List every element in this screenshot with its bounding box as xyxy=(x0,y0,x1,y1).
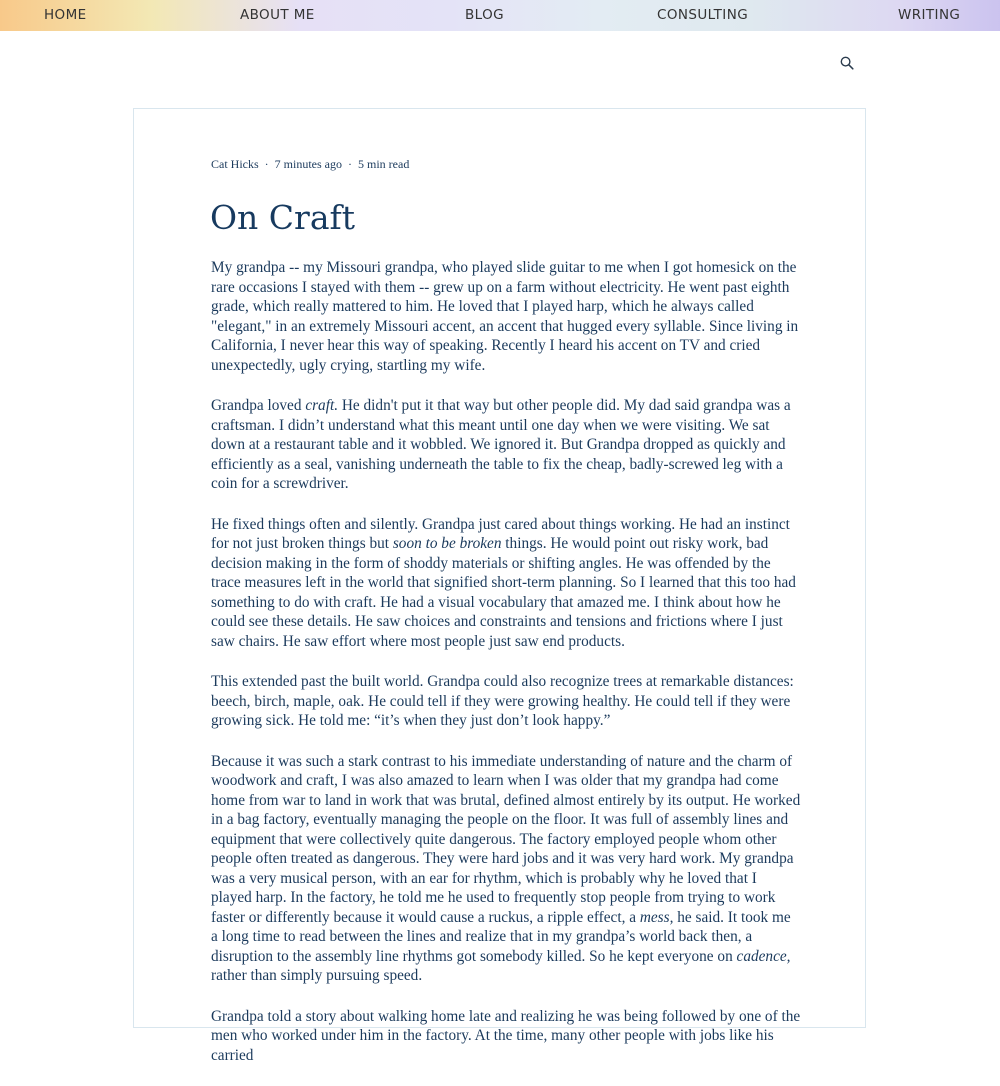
author-name[interactable]: Cat Hicks xyxy=(211,157,259,171)
emphasis-text: craft. xyxy=(305,397,339,414)
nav-item-blog[interactable]: BLOG xyxy=(465,7,504,23)
post-time: 7 minutes ago xyxy=(274,157,342,171)
body-paragraph: Because it was such a stark contrast to his immediate understanding of nature and the charm of woodwork and craft, I was also amazed to learn when I was older that my grandpa had come home from war to land in work that was brutal, defined almost entirely by its output. He worked in a bag factory, eventually managing the people on the floor. It was full of assembly lines and equipment that were collectively quite dangerous. The factory employed people whom other people often treated as dangerous. They were hard jobs and it was very hard work. My grandpa was a very musical person, with an ear for rhythm, which is probably why he loved that I played harp. In the factory, he told me he used to frequently stop people from trying to work faster or differently because it would cause a ruckus, a ripple effect, a mess, he said. It took me a long time to read between the lines and realize that in my grandpa’s world back then, a disruption to the assembly line rhythms got somebody killed. So he kept everyone on cadence, rather than simply pursuing speed. xyxy=(211,752,801,984)
body-paragraph: Grandpa loved craft. He didn't put it that way but other people did. My dad said grandpa was a craftsman. I didn’t understand what this meant until one day when we were visiting. We sat down at a restaurant table and it wobbled. We ignored it. But Grandpa dropped as quickly and efficiently as a seal, vanishing underneath the table to fix the cheap, badly-screwed leg with a coin for a screwdriver. xyxy=(211,397,791,492)
body-paragraph: This extended past the built world. Grandpa could also recognize trees at remarkable distances: beech, birch, maple, oak. He could tell if they were growing healthy. He could tell if they were growing sick. He told me: “it’s when they just don’t look happy.” xyxy=(211,673,794,729)
body-paragraph: He fixed things often and silently. Grandpa just cared about things working. He had an instinct for not just broken things but soon to be broken things. He would point out risky work, bad decision making in the form of shoddy materials or shifting angles. He was offended by the trace measures left in the world that signified short-term planning. So I learned that this too had something to do with craft. He had a visual vocabulary that amazed me. I think about how he could see these details. He saw choices and constraints and tensions and frictions where I just saw chairs. He saw effort where most people just saw end products. xyxy=(211,515,796,650)
search-icon[interactable] xyxy=(840,56,854,70)
top-navigation xyxy=(0,0,1000,31)
nav-item-about-me[interactable]: ABOUT ME xyxy=(240,7,315,23)
body-paragraph: My grandpa -- my Missouri grandpa, who played slide guitar to me when I got homesick on the rare occasions I stayed with them -- grew up on a farm without electricity. He went past eighth grade, which really mattered to him. He loved that I played harp, which he always called "elegant," in an extremely Missouri accent, an accent that hugged every syllable. Since living in California, I never hear this way of speaking. Recently I heard his accent on TV and cried unexpectedly, ugly crying, startling my wife. xyxy=(211,259,799,374)
emphasis-text: soon to be broken xyxy=(392,535,502,552)
meta-separator: · xyxy=(348,157,352,171)
nav-item-consulting[interactable]: CONSULTING xyxy=(657,7,749,23)
nav-item-home[interactable]: HOME xyxy=(44,7,87,23)
meta-separator: · xyxy=(264,157,269,171)
post-meta xyxy=(211,157,409,172)
emphasis-text: mess, xyxy=(639,908,674,926)
post-title: On Craft xyxy=(210,198,355,237)
body-paragraph: Grandpa told a story about walking home late and realizing he was being followed by one of the men who worked under him in the factory. At the time, many other people with jobs like his carried xyxy=(211,1007,801,1064)
read-time: 5 min read xyxy=(358,157,410,171)
emphasis-text: cadence, xyxy=(736,947,791,965)
nav-item-writing[interactable]: WRITING xyxy=(898,7,961,23)
post-body xyxy=(211,258,801,1086)
